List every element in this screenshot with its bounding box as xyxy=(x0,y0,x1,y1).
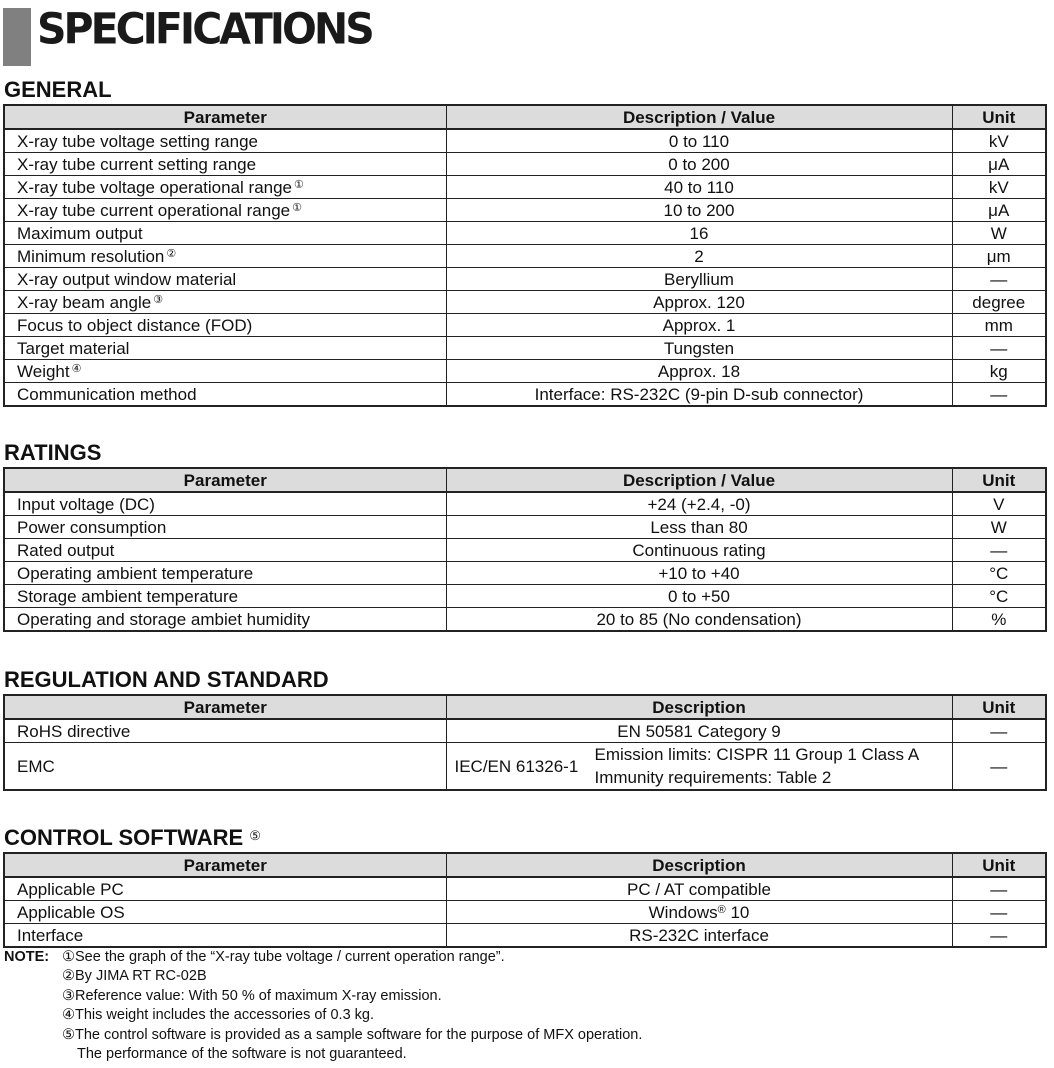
param-label: Target material xyxy=(17,338,130,358)
param-cell xyxy=(4,492,446,516)
param-label: X-ray tube current setting range xyxy=(17,154,257,174)
table-row xyxy=(4,314,1046,337)
header-description: Description xyxy=(446,853,952,877)
emc-standard: IEC/EN 61326-1 xyxy=(454,756,579,776)
value-cell: Beryllium xyxy=(446,268,952,291)
table-row xyxy=(4,222,1046,245)
note-marker: ④ xyxy=(71,362,82,375)
unit-cell: — xyxy=(952,743,1046,791)
software-table xyxy=(3,852,1047,948)
table-header-row xyxy=(4,853,1046,877)
table-header-row xyxy=(4,468,1046,492)
param-cell: EMC xyxy=(4,743,446,791)
value-cell: Approx. 1 xyxy=(446,314,952,337)
header-parameter: Parameter xyxy=(4,105,446,129)
notes-block xyxy=(4,948,642,1064)
header-description: Description xyxy=(446,695,952,719)
unit-cell: W xyxy=(952,222,1046,245)
section-title-software-text: CONTROL SOFTWARE xyxy=(4,825,244,850)
table-row xyxy=(4,153,1046,176)
param-cell xyxy=(4,516,446,539)
section-title-software xyxy=(4,826,261,850)
header-unit: Unit xyxy=(952,468,1046,492)
unit-cell: mm xyxy=(952,314,1046,337)
table-row xyxy=(4,199,1046,222)
table-row xyxy=(4,291,1046,314)
unit-cell: μA xyxy=(952,199,1046,222)
value-cell: EN 50581 Category 9 xyxy=(446,719,952,743)
param-cell: Applicable OS xyxy=(4,901,446,924)
param-label: Operating ambient temperature xyxy=(17,563,254,583)
unit-cell: — xyxy=(952,539,1046,562)
param-label: Operating and storage ambiet humidity xyxy=(17,609,310,629)
param-label: Maximum output xyxy=(17,223,143,243)
unit-cell: kg xyxy=(952,360,1046,383)
value-cell: Interface: RS-232C (9-pin D-sub connector) xyxy=(446,383,952,407)
value-cell: Tungsten xyxy=(446,337,952,360)
table-row xyxy=(4,877,1046,901)
table-row xyxy=(4,516,1046,539)
note-marker: ① xyxy=(294,178,304,191)
unit-cell: μA xyxy=(952,153,1046,176)
value-cell: RS-232C interface xyxy=(446,924,952,948)
unit-cell: — xyxy=(952,268,1046,291)
regulation-table xyxy=(3,694,1047,791)
param-cell xyxy=(4,199,446,222)
table-row xyxy=(4,901,1046,924)
value-cell: +10 to +40 xyxy=(446,562,952,585)
unit-cell: kV xyxy=(952,129,1046,153)
param-cell: Interface xyxy=(4,924,446,948)
param-cell xyxy=(4,383,446,407)
param-cell xyxy=(4,539,446,562)
header-unit: Unit xyxy=(952,853,1046,877)
note-marker: ⑤ xyxy=(249,828,261,843)
param-cell: RoHS directive xyxy=(4,719,446,743)
table-row xyxy=(4,924,1046,948)
param-cell xyxy=(4,608,446,632)
value-cell: +24 (+2.4, -0) xyxy=(446,492,952,516)
page-title: SPECIFICATIONS xyxy=(37,3,372,55)
note-continuation: The performance of the software is not guaranteed. xyxy=(77,1046,407,1063)
value-cell: 10 to 200 xyxy=(446,199,952,222)
unit-cell: kV xyxy=(952,176,1046,199)
unit-cell: % xyxy=(952,608,1046,632)
param-label: X-ray tube current operational range xyxy=(17,200,291,220)
table-row xyxy=(4,129,1046,153)
param-label: X-ray tube voltage operational range xyxy=(17,177,293,197)
value-cell: 2 xyxy=(446,245,952,268)
param-cell xyxy=(4,176,446,199)
value-cell: Approx. 18 xyxy=(446,360,952,383)
emc-emission-line: Emission limits: CISPR 11 Group 1 Class A xyxy=(594,745,920,764)
unit-cell: — xyxy=(952,901,1046,924)
param-cell xyxy=(4,337,446,360)
banner-bar xyxy=(3,8,31,66)
table-row xyxy=(4,608,1046,632)
header-description: Description / Value xyxy=(446,468,952,492)
param-cell xyxy=(4,360,446,383)
note-item: ②By JIMA RT RC-02B xyxy=(62,968,207,985)
value-cell: Less than 80 xyxy=(446,516,952,539)
param-cell xyxy=(4,562,446,585)
header-parameter: Parameter xyxy=(4,853,446,877)
param-label: X-ray output window material xyxy=(17,269,237,289)
unit-cell: °C xyxy=(952,585,1046,608)
header-unit: Unit xyxy=(952,105,1046,129)
value-cell: PC / AT compatible xyxy=(446,877,952,901)
unit-cell: degree xyxy=(952,291,1046,314)
table-row xyxy=(4,268,1046,291)
value-cell: Continuous rating xyxy=(446,539,952,562)
param-cell xyxy=(4,245,446,268)
table-header-row xyxy=(4,105,1046,129)
note-item: ④This weight includes the accessories of 0.3 kg. xyxy=(62,1007,375,1024)
note-marker: ① xyxy=(292,201,302,214)
note-item: ①See the graph of the “X-ray tube voltage / current operation range”. xyxy=(62,949,505,965)
param-cell xyxy=(4,291,446,314)
table-row xyxy=(4,492,1046,516)
registered-mark: ® xyxy=(717,903,726,916)
notes-label: NOTE: xyxy=(4,949,50,965)
param-label: X-ray beam angle xyxy=(17,292,152,312)
value-cell xyxy=(446,901,952,924)
os-name: Windows xyxy=(648,902,718,922)
value-cell: 0 to +50 xyxy=(446,585,952,608)
table-row xyxy=(4,719,1046,743)
table-row xyxy=(4,585,1046,608)
section-title-general: GENERAL xyxy=(4,77,112,102)
param-label: Input voltage (DC) xyxy=(17,494,155,514)
unit-cell: — xyxy=(952,719,1046,743)
note-marker: ② xyxy=(166,247,177,260)
table-row xyxy=(4,360,1046,383)
note-item: ⑤The control software is provided as a sample software for the purpose of MFX operation. xyxy=(62,1026,643,1043)
param-label: Storage ambient temperature xyxy=(17,586,239,606)
value-cell xyxy=(446,743,952,791)
table-header-row xyxy=(4,695,1046,719)
section-title-regulation: REGULATION AND STANDARD xyxy=(4,667,329,692)
param-label: Minimum resolution xyxy=(17,246,165,266)
unit-cell: W xyxy=(952,516,1046,539)
general-table xyxy=(3,104,1047,407)
param-cell xyxy=(4,153,446,176)
value-cell: 0 to 200 xyxy=(446,153,952,176)
param-label: Power consumption xyxy=(17,517,167,537)
unit-cell: — xyxy=(952,877,1046,901)
table-row xyxy=(4,539,1046,562)
param-cell xyxy=(4,585,446,608)
note-item: ③Reference value: With 50 % of maximum X-ray emission. xyxy=(62,987,442,1004)
param-label: Rated output xyxy=(17,540,115,560)
header-unit: Unit xyxy=(952,695,1046,719)
header-description: Description / Value xyxy=(446,105,952,129)
param-cell xyxy=(4,222,446,245)
section-title-ratings: RATINGS xyxy=(4,440,102,465)
value-cell: 20 to 85 (No condensation) xyxy=(446,608,952,632)
table-row-emc xyxy=(4,743,1046,791)
param-cell xyxy=(4,314,446,337)
value-cell: 40 to 110 xyxy=(446,176,952,199)
param-cell xyxy=(4,268,446,291)
table-row xyxy=(4,245,1046,268)
os-version: 10 xyxy=(725,902,750,922)
table-row xyxy=(4,383,1046,407)
unit-cell: — xyxy=(952,924,1046,948)
unit-cell: μm xyxy=(952,245,1046,268)
param-label: Communication method xyxy=(17,384,197,404)
param-label: Focus to object distance (FOD) xyxy=(17,315,253,335)
header-parameter: Parameter xyxy=(4,695,446,719)
ratings-table xyxy=(3,467,1047,632)
param-cell: Applicable PC xyxy=(4,877,446,901)
unit-cell: — xyxy=(952,337,1046,360)
note-marker: ③ xyxy=(153,293,164,306)
page-banner xyxy=(3,3,372,66)
unit-cell: V xyxy=(952,492,1046,516)
param-label: Weight xyxy=(17,361,70,381)
value-cell: 0 to 110 xyxy=(446,129,952,153)
unit-cell: °C xyxy=(952,562,1046,585)
header-parameter: Parameter xyxy=(4,468,446,492)
value-cell: Approx. 120 xyxy=(446,291,952,314)
table-row xyxy=(4,337,1046,360)
unit-cell: — xyxy=(952,383,1046,407)
emc-immunity-line: Immunity requirements: Table 2 xyxy=(594,768,832,787)
param-cell xyxy=(4,129,446,153)
table-row xyxy=(4,562,1046,585)
param-label: X-ray tube voltage setting range xyxy=(17,131,258,151)
table-row xyxy=(4,176,1046,199)
value-cell: 16 xyxy=(446,222,952,245)
